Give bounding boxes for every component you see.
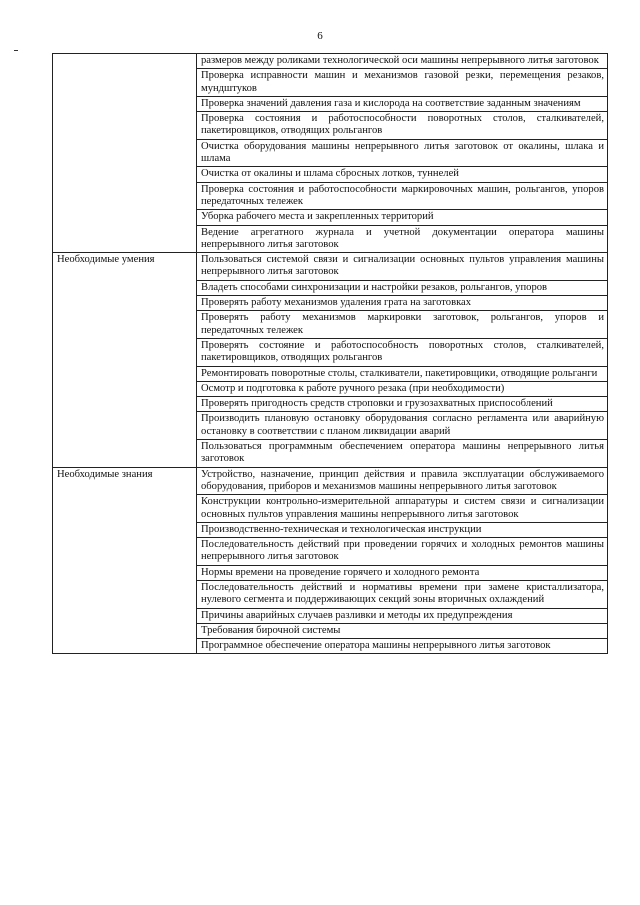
- requirement-item: Проверять пригодность средств строповки и грузозахватных приспособлений: [197, 397, 608, 412]
- requirement-item: Проверка состояния и работоспособности поворотных столов, сталкивателей, пакетировщиков, отводящих рольгангов: [197, 112, 608, 140]
- requirement-item: Ведение агрегатного журнала и учетной документации оператора машины непрерывного литья заготовок: [197, 225, 608, 253]
- requirement-item: Программное обеспечение оператора машины непрерывного литья заготовок: [197, 639, 608, 654]
- requirements-table: [52, 53, 608, 654]
- requirement-item: Проверка значений давления газа и кислорода на соответствие заданным значениям: [197, 96, 608, 111]
- requirement-item: Очистка оборудования машины непрерывного литья заготовок от окалины, шлака и шлама: [197, 139, 608, 167]
- requirement-item: Проверять работу механизмов маркировки заготовок, рольгангов, упоров и передаточных тележек: [197, 311, 608, 339]
- requirement-item: Владеть способами синхронизации и настройки резаков, рольгангов, упоров: [197, 280, 608, 295]
- requirement-item: Устройство, назначение, принцип действия и правила эксплуатации обслуживаемого оборудования, приборов и механизмов машины непрерывного литья заготовок: [197, 467, 608, 495]
- requirement-item: Пользоваться системой связи и сигнализации основных пультов управления машины непрерывного литья заготовок: [197, 253, 608, 281]
- margin-mark: [14, 50, 18, 51]
- requirement-item: Проверять работу механизмов удаления грата на заготовках: [197, 296, 608, 311]
- requirement-item: Пользоваться программным обеспечением оператора машины непрерывного литья заготовок: [197, 440, 608, 468]
- table-row: [53, 253, 608, 281]
- requirement-item: Производственно-техническая и технологическая инструкции: [197, 522, 608, 537]
- requirement-item: Последовательность действий и нормативы времени при замене кристаллизатора, нулевого сегмента и поддерживающих секций зоны вторичных охлаждений: [197, 580, 608, 608]
- table-row: [53, 467, 608, 495]
- requirement-item: Проверять состояние и работоспособность поворотных столов, сталкивателей, пакетировщиков, отводящих рольгангов: [197, 338, 608, 366]
- requirement-item: Причины аварийных случаев разливки и методы их предупреждения: [197, 608, 608, 623]
- requirement-item: Конструкции контрольно-измерительной аппаратуры и систем связи и сигнализации основных пультов управления машины непрерывного литья заготовок: [197, 495, 608, 523]
- requirement-item: Требования бирочной системы: [197, 623, 608, 638]
- requirement-item: Ремонтировать поворотные столы, сталкиватели, пакетировщики, отводящие рольганги: [197, 366, 608, 381]
- requirement-item: Последовательность действий при проведении горячих и холодных ремонтов машины непрерывного литья заготовок: [197, 538, 608, 566]
- requirement-item: размеров между роликами технологической оси машины непрерывного литья заготовок: [197, 54, 608, 69]
- requirement-item: Производить плановую остановку оборудования согласно регламента или аварийную остановку в соответствии с планом ликвидации аварий: [197, 412, 608, 440]
- section-heading: [53, 54, 197, 253]
- requirement-item: Нормы времени на проведение горячего и холодного ремонта: [197, 565, 608, 580]
- requirement-item: Очистка от окалины и шлама сбросных лотков, туннелей: [197, 167, 608, 182]
- requirement-item: Осмотр и подготовка к работе ручного резака (при необходимости): [197, 381, 608, 396]
- requirement-item: Уборка рабочего места и закрепленных территорий: [197, 210, 608, 225]
- requirement-item: Проверка состояния и работоспособности маркировочных машин, рольгангов, упоров передаточных тележек: [197, 182, 608, 210]
- page-number: 6: [317, 30, 323, 42]
- section-heading: Необходимые умения: [53, 253, 197, 467]
- requirement-item: Проверка исправности машин и механизмов газовой резки, перемещения резаков, мундштуков: [197, 69, 608, 97]
- section-heading: Необходимые знания: [53, 467, 197, 654]
- table-row: [53, 54, 608, 69]
- table-body: [53, 54, 608, 654]
